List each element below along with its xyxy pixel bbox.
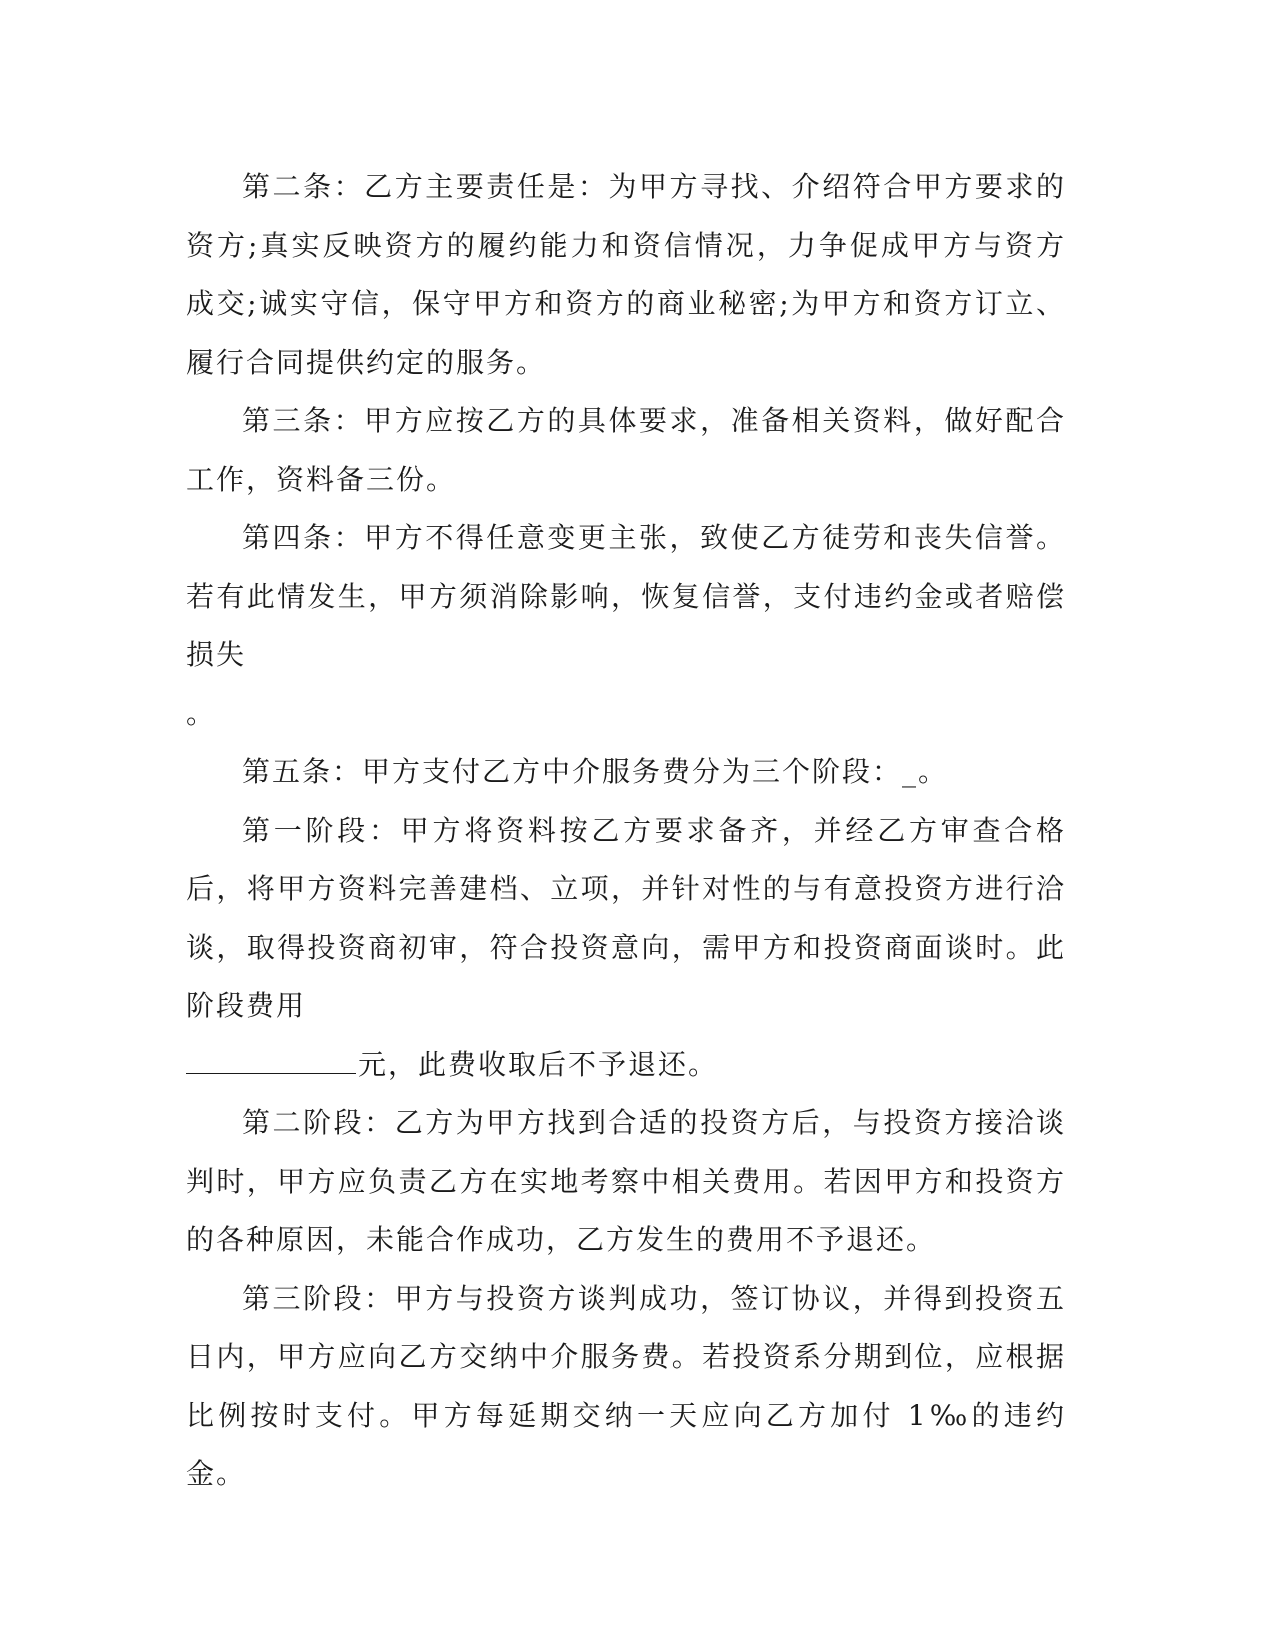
- article-4-trailing-period: 。: [186, 696, 217, 730]
- article-3-paragraph: 第三条：甲方应按乙方的具体要求，准备相关资料，做好配合工作，资料备三份。: [186, 404, 1066, 496]
- article-5-paragraph: 第五条：甲方支付乙方中介服务费分为三个阶段：_。: [242, 755, 949, 788]
- article-4-paragraph: 第四条：甲方不得任意变更主张，致使乙方徒劳和丧失信誉。若有此情发生，甲方须消除影响，恢复信誉，支付违约金或者赔偿损失: [186, 521, 1066, 671]
- stage-1-fee-text: 元，此费收取后不予退还。: [358, 1047, 719, 1081]
- document-body: [186, 158, 1066, 1504]
- stage-2-paragraph: 第二阶段：乙方为甲方找到合适的投资方后，与投资方接洽谈判时，甲方应负责乙方在实地考察中相关费用。若因甲方和投资方的各种原因，未能合作成功，乙方发生的费用不予退还。: [186, 1106, 1066, 1256]
- stage-1-paragraph: 第一阶段：甲方将资料按乙方要求备齐，并经乙方审查合格后，将甲方资料完善建档、立项，并针对性的与有意投资方进行洽谈，取得投资商初审，符合投资意向，需甲方和投资商面谈时。此阶段费用: [186, 813, 1066, 1022]
- stage-1-fee-line: [186, 1036, 1066, 1095]
- stage-3-paragraph: 第三阶段：甲方与投资方谈判成功，签订协议，并得到投资五日内，甲方应向乙方交纳中介服务费。若投资系分期到位，应根据比例按时支付。甲方每延期交纳一天应向乙方加付 1‰的违约金。: [186, 1281, 1066, 1490]
- fee-amount-blank: [186, 1073, 356, 1074]
- article-2-paragraph: 第二条：乙方主要责任是：为甲方寻找、介绍符合甲方要求的资方;真实反映资方的履约能力和资信情况，力争促成甲方与资方成交;诚实守信，保守甲方和资方的商业秘密;为甲方和资方订立、履行合同提供约定的服务。: [186, 170, 1066, 379]
